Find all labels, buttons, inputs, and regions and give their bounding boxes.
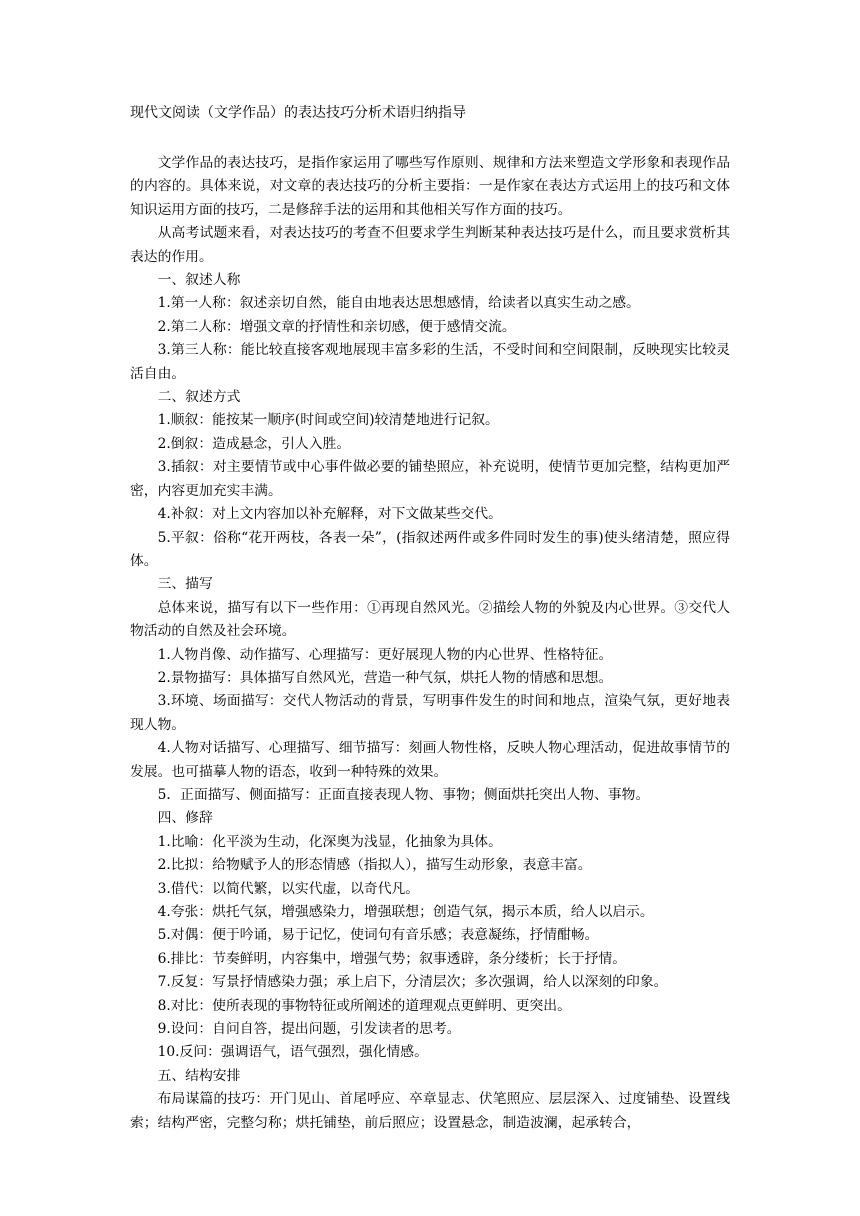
document-body — [130, 152, 730, 1135]
paragraph: 3.第三人称：能比较直接客观地展现丰富多彩的生活，不受时间和空间限制，反映现实比较灵活自由。 — [130, 342, 730, 382]
paragraph: 五、结构安排 — [157, 1067, 241, 1084]
paragraph: 四、修辞 — [157, 810, 213, 827]
paragraph: 总体来说，描写有以下一些作用：①再现自然风光。②描绘人物的外貌及内心世界。③交代人物活动的自然及社会环境。 — [130, 599, 730, 640]
paragraph: 3.插叙：对主要情节或中心事件做必要的铺垫照应，补充说明，使情节更加完整，结构更加严密，内容更加充实丰满。 — [130, 459, 730, 499]
paragraph: 从高考试题来看，对表达技巧的考查不但要求学生判断某种表达技巧是什么，而且要求赏析其表达的作用。 — [130, 225, 730, 265]
paragraph: 5．正面描写、侧面描写：正面直接表现人物、事物；侧面烘托突出人物、事物。 — [157, 786, 650, 803]
paragraph: 4.夸张：烘托气氛，增强感染力，增强联想；创造气氛，揭示本质，给人以启示。 — [157, 904, 654, 920]
paragraph: 2.景物描写：具体描写自然风光，营造一种气氛，烘托人物的情感和思想。 — [157, 669, 613, 686]
paragraph: 1.顺叙：能按某一顺序(时间或空间)较清楚地进行记叙。 — [157, 412, 499, 429]
paragraph: 2.比拟：给物赋予人的形态情感（指拟人），描写生动形象，表意丰富。 — [157, 857, 592, 874]
paragraph: 4.补叙：对上文内容加以补充解释，对下文做某些交代。 — [157, 506, 502, 523]
paragraph: 7.反复：写景抒情感染力强；承上启下，分清层次；多次强调，给人以深刻的印象。 — [157, 974, 668, 991]
paragraph: 一、叙述人称 — [157, 272, 241, 289]
paragraph: 二、叙述方式 — [157, 389, 241, 406]
document-title: 现代文阅读（文学作品）的表达技巧分析术语归纳指导 — [130, 105, 466, 121]
paragraph: 5.对偶：便于吟诵，易于记忆，使词句有音乐感；表意凝练，抒情酣畅。 — [157, 927, 599, 944]
paragraph: 3.借代：以简代繁，以实代虚，以奇代凡。 — [157, 880, 420, 897]
paragraph: 1.第一人称：叙述亲切自然，能自由地表达思想感情，给读者以真实生动之感。 — [157, 295, 640, 312]
paragraph: 1.比喻：化平淡为生动，化深奥为浅显，化抽象为具体。 — [157, 833, 502, 850]
paragraph: 布局谋篇的技巧：开门见山、首尾呼应、卒章显志、伏笔照应、层层深入、过度铺垫、设置线索；结构严密，完整匀称；烘托铺垫，前后照应；设置悬念，制造波澜，起承转合， — [130, 1091, 730, 1131]
paragraph: 2.第二人称：增强文章的抒情性和亲切感，便于感情交流。 — [157, 318, 516, 335]
paragraph: 6.排比：节奏鲜明，内容集中，增强气势；叙事透辟，条分缕析；长于抒情。 — [157, 950, 627, 967]
paragraph: 9.设问：自问自答，提出问题，引发读者的思考。 — [157, 1021, 461, 1038]
paragraph: 8.对比：使所表现的事物特征或所阐述的道理观点更鲜明、更突出。 — [157, 997, 571, 1014]
document-page — [130, 102, 730, 1135]
paragraph: 2.倒叙：造成悬念，引人入胜。 — [157, 435, 351, 452]
paragraph: 文学作品的表达技巧，是指作家运用了哪些写作原则、规律和方法来塑造文学形象和表现作品的内容的。具体来说，对文章的表达技巧的分析主要指：一是作家在表达方式运用上的技巧和文体知识运用方面的技巧，二是修辞手法的运用和其他相关写作方面的技巧。 — [130, 155, 730, 218]
paragraph: 1.人物肖像、动作描写、心理描写：更好展现人物的内心世界、性格特征。 — [157, 646, 613, 663]
paragraph: 3.环境、场面描写：交代人物活动的背景，写明事件发生的时间和地点，渲染气氛，更好地表现人物。 — [130, 693, 730, 733]
paragraph: 10.反问：强调语气，语气强烈，强化情感。 — [157, 1044, 428, 1061]
paragraph: 4.人物对话描写、心理描写、细节描写：刻画人物性格，反映人物心理活动，促进故事情节的发展。也可描摹人物的语态，收到一种特殊的效果。 — [130, 740, 730, 780]
paragraph: 5.平叙：俗称“花开两枝，各表一朵”，(指叙述两件或多件同时发生的事)使头绪清楚，照应得体。 — [130, 529, 730, 569]
paragraph: 三、描写 — [157, 576, 213, 593]
